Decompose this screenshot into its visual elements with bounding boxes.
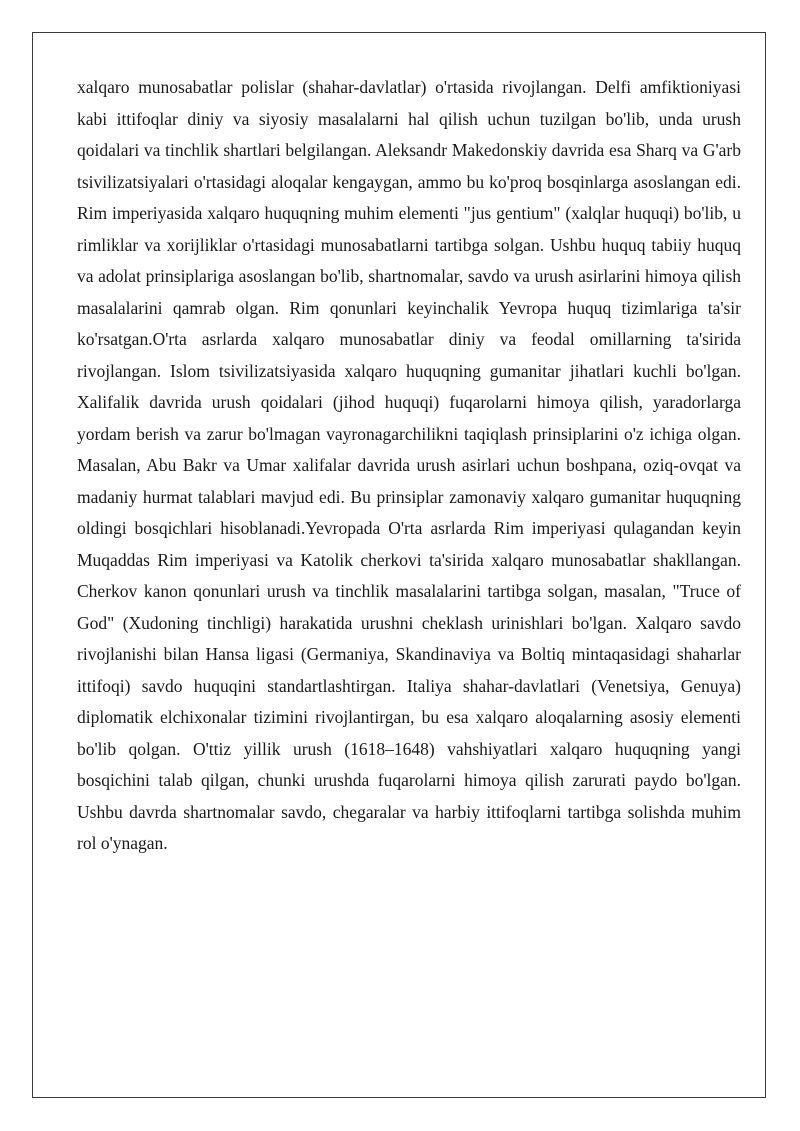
body-paragraph: xalqaro munosabatlar polislar (shahar-davlatlar) o'rtasida rivojlangan. Delfi amfiktioniyasi kabi ittifoqlar diniy va siyosiy masalalarni hal qilish uchun tuzilgan bo'lib, unda urush qoidalari va tinchlik shartlari belgilangan. Aleksandr Makedonskiy davrida esa Sharq va G'arb tsivilizatsiyalari o'rtasidagi aloqalar kengaygan, ammo bu ko'proq bosqinlarga asoslangan edi. Rim imperiyasida xalqaro huquqning muhim elementi "jus gentium" (xalqlar huquqi) bo'lib, u rimliklar va xorijliklar o'rtasidagi munosabatlarni tartibga solgan. Ushbu huquq tabiiy huquq va adolat prinsiplariga asoslangan bo'lib, shartnomalar, savdo va urush asirlarini himoya qilish masalalarini qamrab olgan. Rim qonunlari keyinchalik Yevropa huquq tizimlariga ta'sir ko'rsatgan.O'rta asrlarda xalqaro munosabatlar diniy va feodal omillarning ta'sirida rivojlangan. Islom tsivilizatsiyasida xalqaro huquqning gumanitar jihatlari kuchli bo'lgan. Xalifalik davrida urush qoidalari (jihod huquqi) fuqarolarni himoya qilish, yaradorlarga yordam berish va zarur bo'lmagan vayronagarchilikni taqiqlash prinsiplarini o'z ichiga olgan. Masalan, Abu Bakr va Umar xalifalar davrida urush asirlari uchun boshpana, oziq-ovqat va madaniy hurmat talablari mavjud edi. Bu prinsiplar zamonaviy xalqaro gumanitar huquqning oldingi bosqichlari hisoblanadi.Yevropada O'rta asrlarda Rim imperiyasi qulagandan keyin Muqaddas Rim imperiyasi va Katolik cherkovi ta'sirida xalqaro munosabatlar shakllangan. Cherkov kanon qonunlari urush va tinchlik masalalarini tartibga solgan, masalan, "Truce of God" (Xudoning tinchligi) harakatida urushni cheklash urinishlari bo'lgan. Xalqaro savdo rivojlanishi bilan Hansa ligasi (Germaniya, Skandinaviya va Boltiq mintaqasidagi shaharlar ittifoqi) savdo huquqini standartlashtirgan. Italiya shahar-davlatlari (Venetsiya, Genuya) diplomatik elchixonalar tizimini rivojlantirgan, bu esa xalqaro aloqalarning asosiy elementi bo'lib qolgan. O'ttiz yillik urush (1618–1648) vahshiyatlari xalqaro huquqning yangi bosqichini talab qilgan, chunki urushda fuqarolarni himoya qilish zarurati paydo bo'lgan. Ushbu davrda shartnomalar savdo, chegaralar va harbiy ittifoqlarni tartibga solishda muhim rol o'ynagan. — [77, 77, 741, 853]
